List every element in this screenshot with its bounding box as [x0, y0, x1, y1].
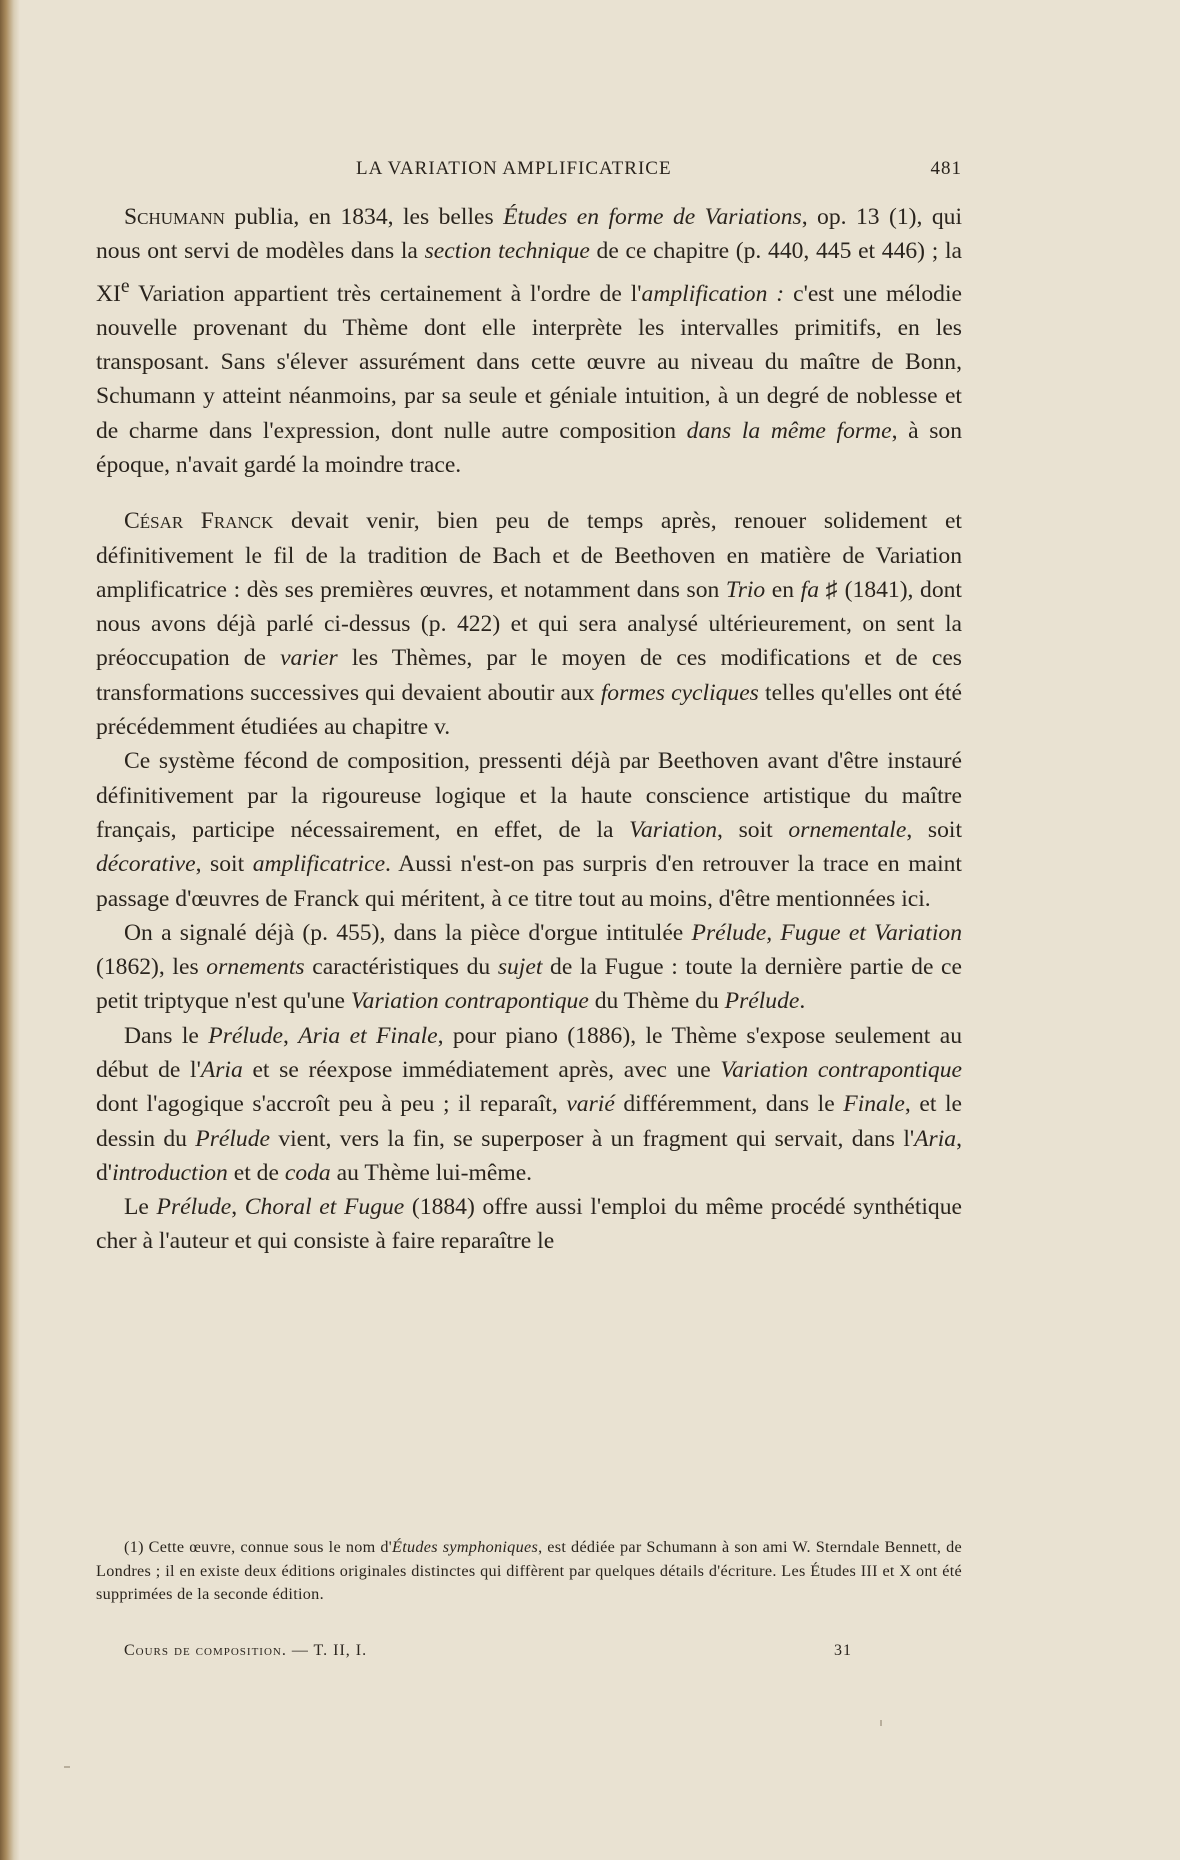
text-run: publia, en 1834, les belles: [224, 204, 504, 230]
text-run: , soit: [906, 816, 963, 843]
signature-line: [124, 1642, 962, 1666]
page-number: 481: [930, 158, 962, 179]
italic-run: ornements: [206, 954, 305, 981]
text-run: ,: [282, 1022, 299, 1049]
running-head: [96, 158, 962, 188]
paragraph-prelude-fugue-variation: [96, 916, 962, 1019]
text-run: en: [765, 576, 801, 603]
small-caps-run: César Franck: [124, 508, 274, 535]
paragraph-franck: [96, 504, 962, 744]
italic-run: Études en forme de Variations: [503, 204, 802, 230]
text-run: Dans le: [124, 1022, 209, 1049]
italic-run: ornementale: [788, 816, 907, 843]
italic-run: Prélude: [208, 1022, 283, 1049]
italic-run: introduction: [112, 1159, 228, 1186]
italic-run: Trio: [725, 576, 766, 603]
text-run: les Thèmes, par le moyen de ces modifications et de ces transformations successives qui devaient aboutir aux: [96, 645, 962, 706]
margin-mark: [64, 1766, 70, 1768]
italic-run: Prélude: [195, 1125, 270, 1152]
text-run: , soit: [195, 851, 253, 878]
text-run: Variation appartient très certainement à l'ordre de l': [129, 280, 642, 307]
text-run: devait venir, bien peu de temps après, renouer solidement et définitivement le fil de la tradition de Bach et de Beethoven en matière de Variation amplificatrice : dès ses premières œuvres, et notamment dans son: [96, 508, 962, 603]
text-run: Ce système fécond de composition, pressenti déjà par Beethoven avant d'être instauré définitivement par la rigoureuse logique et la haute conscience artistique du maître français, participe nécessairement, en effet, de la: [96, 748, 962, 843]
italic-run: Aria: [200, 1056, 243, 1083]
text-run: On a signalé déjà (p. 455), dans la pièce d'orgue intitulée: [124, 919, 692, 946]
text-run: de ce chapitre (p. 440, 445 et 446) ; la XI: [96, 238, 962, 307]
text-run: .: [799, 988, 806, 1015]
italic-run: Variation contrapontique: [720, 1056, 962, 1083]
italic-run: amplification :: [641, 280, 785, 307]
text-run: , op. 13 (1), qui nous ont servi de modèles dans la: [96, 204, 963, 265]
text-run: (1) Cette œuvre, connue sous le nom d': [124, 1538, 392, 1556]
body-text: [96, 200, 962, 1259]
text-run: ,: [231, 1194, 245, 1221]
paragraph-prelude-aria-finale: [96, 1019, 962, 1190]
italic-run: Études symphoniques: [392, 1538, 539, 1556]
text-run: et se réexpose immédiatement après, avec une: [242, 1056, 721, 1083]
paragraph-schumann: [96, 200, 962, 482]
italic-run: section technique: [424, 238, 590, 265]
text-run: différemment, dans le: [614, 1091, 844, 1118]
text-run: c'est une mélodie nouvelle provenant du Thème dont elle interprète les intervalles primitifs, en les transposant. Sans s'élever assurément dans cette œuvre au niveau du maître de Bonn, Schumann y atteint néanmoins, par sa seule et géniale intuition, à un degré de noblesse et de charme dans l'expression, dont nulle autre composition: [96, 280, 962, 444]
small-caps-run: Schumann: [124, 204, 225, 230]
italic-run: dans la même forme: [686, 417, 892, 444]
superscript-run: e: [120, 274, 130, 297]
text-run: Le: [124, 1194, 157, 1221]
italic-run: Aria et Finale: [298, 1022, 438, 1049]
italic-run: coda: [284, 1159, 331, 1186]
text-run: , est dédiée par Schumann à son ami W. Sterndale Bennett, de Londres ; il en existe deux éditions originales distinctes qui diffèrent par quelques détails d'écriture. Les Études III et X ont été supprimées de la seconde édition.: [96, 1538, 962, 1603]
signature-mark: 31: [834, 1642, 852, 1659]
footnote: [96, 1536, 962, 1607]
italic-run: Aria: [914, 1125, 957, 1152]
text-run: caractéristiques du: [304, 954, 498, 981]
text-run: et de: [227, 1159, 285, 1186]
italic-run: Prélude, Fugue et Variation: [691, 919, 962, 946]
italic-run: Finale: [843, 1091, 905, 1118]
text-run: , d': [96, 1125, 962, 1186]
book-page: [96, 0, 962, 1860]
margin-mark: [880, 1720, 882, 1726]
text-run: de la Fugue : toute la dernière partie de ce petit triptyque n'est qu'une: [96, 954, 962, 1015]
italic-run: décorative: [96, 851, 196, 878]
text-run: dont l'agogique s'accroît peu à peu ; il reparaît,: [96, 1091, 567, 1118]
paragraph-systeme: [96, 744, 962, 915]
text-run: (1884) offre aussi l'emploi du même procédé synthétique cher à l'auteur et qui consiste à faire reparaître le: [96, 1194, 962, 1255]
text-run: ♯ (1841), dont nous avons déjà parlé ci-dessus (p. 422) et qui sera analysé ultérieurement, on sent la préoccupation de: [96, 576, 962, 672]
italic-run: formes cycliques: [600, 679, 759, 706]
text-run: (1862), les: [96, 954, 207, 981]
running-head-title: LA VARIATION AMPLIFICATRICE: [356, 158, 672, 179]
signature-title: Cours de composition. — T. II, I.: [124, 1642, 368, 1659]
italic-run: Variation contrapontique: [350, 988, 589, 1015]
italic-run: varier: [280, 645, 338, 672]
italic-run: amplificatrice: [252, 851, 386, 878]
italic-run: varié: [566, 1091, 615, 1118]
italic-run: Variation: [629, 816, 718, 843]
text-run: au Thème lui-même.: [330, 1159, 533, 1186]
text-run: , pour piano (1886), le Thème s'expose seulement au début de l': [96, 1022, 962, 1083]
text-run: , et le dessin du: [96, 1091, 962, 1152]
text-run: vient, vers la fin, se superposer à un fragment qui servait, dans l': [269, 1125, 915, 1152]
text-run: , soit: [717, 816, 789, 843]
italic-run: sujet: [497, 954, 543, 981]
text-run: , à son époque, n'avait gardé la moindre trace.: [96, 417, 962, 478]
footnote-text: [96, 1536, 962, 1607]
italic-run: fa: [800, 576, 820, 603]
book-spine-edge: [0, 0, 20, 1860]
text-run: du Thème du: [588, 988, 725, 1015]
text-run: . Aussi n'est-on pas surpris d'en retrouver la trace en maint passage d'œuvres de Franck qui méritent, à ce titre tout au moins, d'être mentionnées ici.: [96, 851, 962, 912]
italic-run: Prélude: [156, 1194, 232, 1221]
italic-run: Choral et Fugue: [244, 1194, 405, 1221]
text-run: telles qu'elles ont été précédemment étudiées au chapitre v.: [96, 679, 962, 741]
paragraph-prelude-choral-fugue: [96, 1190, 962, 1259]
italic-run: Prélude: [724, 988, 800, 1015]
